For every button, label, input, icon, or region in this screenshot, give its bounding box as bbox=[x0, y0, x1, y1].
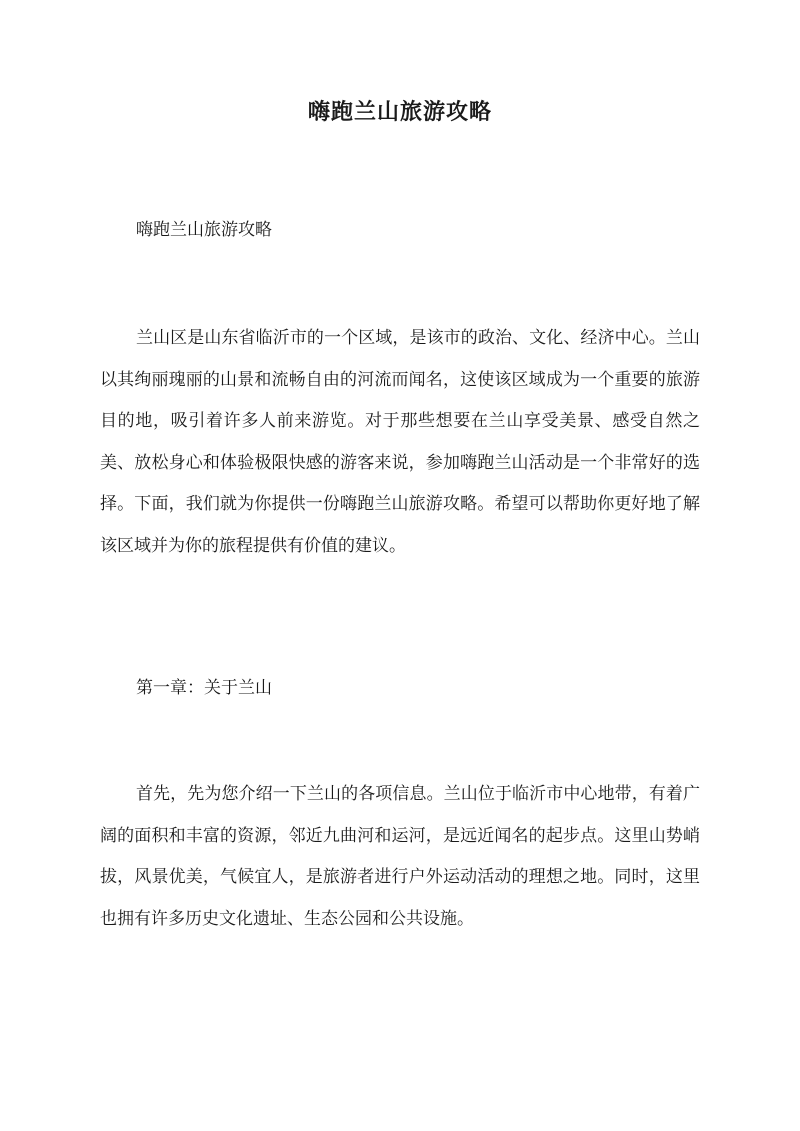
document-subtitle: 嗨跑兰山旅游攻略 bbox=[136, 220, 272, 240]
document-title: 嗨跑兰山旅游攻略 bbox=[307, 99, 492, 125]
intro-paragraph: 兰山区是山东省临沂市的一个区域，是该市的政治、文化、经济中心。兰山以其绚丽瑰丽的山景和流畅自由的河流而闻名，这使该区域成为一个重要的旅游目的地，吸引着许多人前来游览。对于那些想要在兰山享受美景、感受自然之美、放松身心和体验极限快感的游客来说，参加嗨跑兰山活动是一个非常好的选择。下面，我们就为你提供一份嗨跑兰山旅游攻略。希望可以帮助你更好地了解该区域并为你的旅程提供有价值的建议。 bbox=[100, 328, 700, 556]
chapter-heading: 第一章：关于兰山 bbox=[136, 678, 272, 698]
chapter1-paragraph: 首先，先为您介绍一下兰山的各项信息。兰山位于临沂市中心地带，有着广阔的面积和丰富的资源，邻近九曲河和运河，是远近闻名的起步点。这里山势峭拔，风景优美，气候宜人，是旅游者进行户外运动活动的理想之地。同时，这里也拥有许多历史文化遗址、生态公园和公共设施。 bbox=[100, 784, 700, 929]
